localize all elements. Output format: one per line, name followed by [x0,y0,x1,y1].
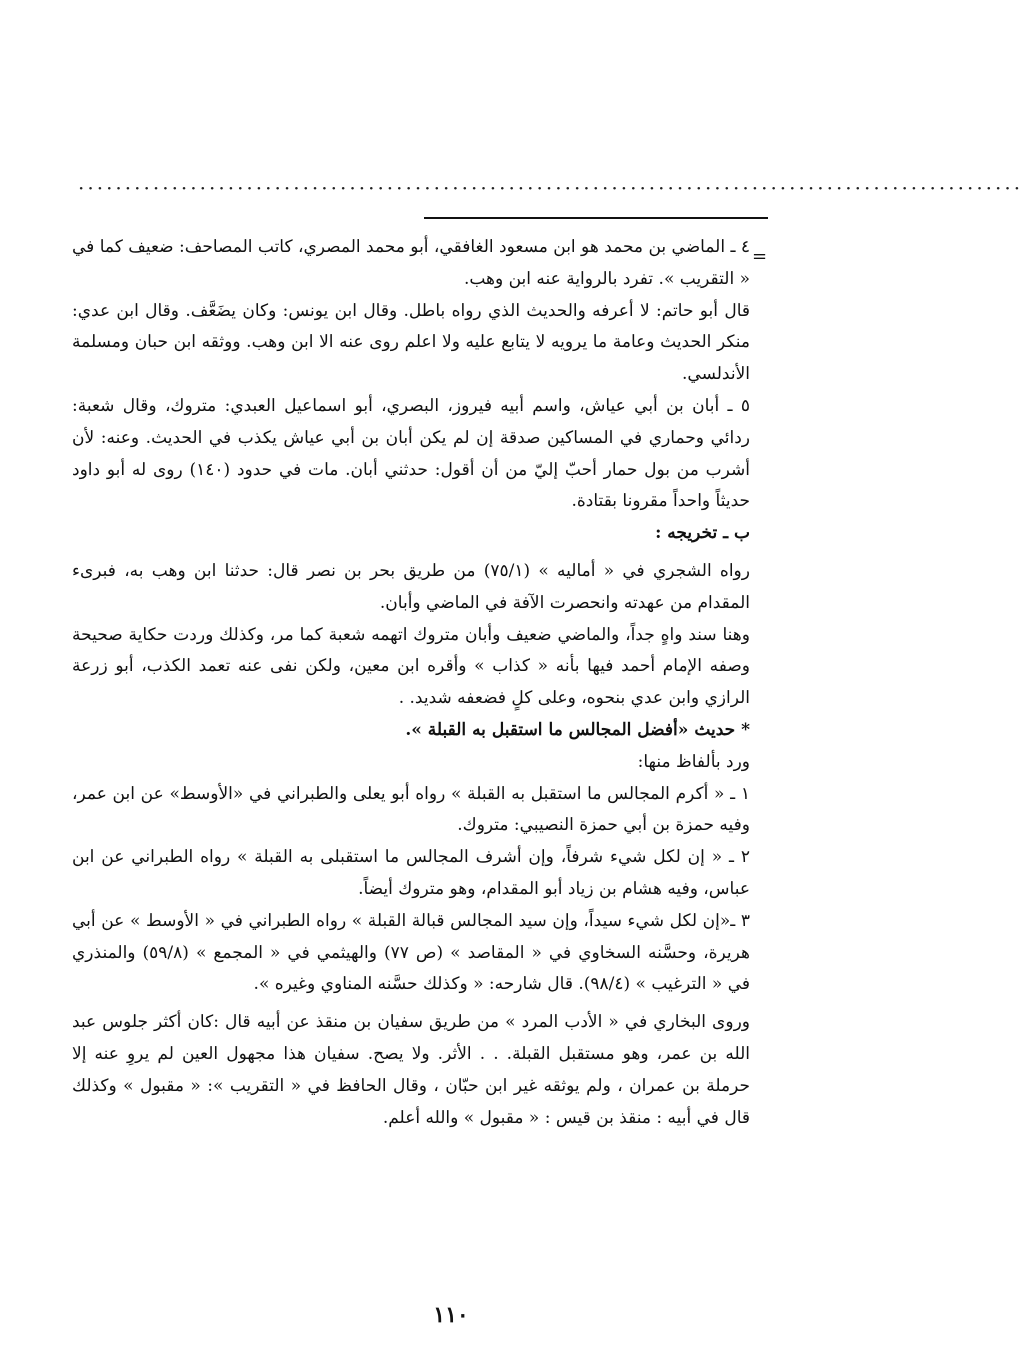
footnote-separator-dots: ····································································································· [78,176,1023,200]
bukhari-paragraph: وروى البخاري في « الأدب المرد » من طريق سفيان بن منقذ عن أبيه قال :كان أكثر جلوس عبد الله بن عمر، وهو مستقبل القبلة. . . الأثر. ولا يصح. سفيان هذا مجهول العين لم يروِ عنه إلا حرملة بن عمران ، ولم يوثقه غير ابن حبّان ، وقال الحافظ في « التقريب »: « مقبول » وكذلك قال في أبيه : منقذ بن قيس : « مقبول » والله أعلم. [72,1012,750,1128]
narrator-paragraph-5: ٥ ـ أبان بن أبي عياش، واسم أبيه فيروز، البصري، أبو اسماعيل العبدي: متروك، وقال شعبة: ردائي وحماري في المساكين صدقة إن لم يكن أبان بن أبي عياش يكذب في الحديث. وعنه: لأن أشرب من بول حمار أحبّ إليّ من أن أقول: حدثني أبان. مات في حدود (١٤٠) روى له أبو داود حديثاً واحداً مقرونا بقتادة. [72,395,750,512]
wording-item-1: ١ ـ « أكرم المجالس ما استقبل به القبلة » رواه أبو يعلى والطبراني في «الأوسط» عن ابن عمر، وفيه حمزة بن أبي حمزة النصيبي: متروك. [72,783,750,836]
narrator-criticism-paragraph: قال أبو حاتم: لا أعرفه والحديث الذي رواه باطل. وقال ابن يونس: وكان يضَعَّف. وقال ابن عدي: منكر الحديث وعامة ما يرويه لا يتابع عليه ولا اعلم روى عنه الا ابن وهب. ووثقه ابن حبان ومسلمة الأندلسي. [72,300,750,385]
section-heading-takhrij: ب ـ تخريجه : [655,523,750,544]
hadith-heading: * حديث «أفضل المجالس ما استقبل به القبلة ». [405,719,750,740]
footnote-rule [424,217,768,219]
takhrij-paragraph: رواه الشجري في « أماليه » (٧٥/١) من طريق بحر بن نصر قال: حدثنا ابن وهب به، فبرىء المقدام من عهدته وانحصرت الآفة في الماضي وأبان. [72,560,750,613]
wording-intro: ورد بألفاظ منها: [637,751,750,772]
continuation-mark: = [752,246,768,267]
footnote-text [72,232,750,1134]
isnad-assessment-paragraph: وهنا سند واهٍ جداً، والماضي ضعيف وأبان متروك اتهمه شعبة كما مر، وكذلك وردت حكاية صحيحة وصفه الإمام أحمد فيها بأنه « كذاب » وأقره ابن معين، ولكن نفى عنه تعمد الكذب، أبو زرعة الرازي وابن عدي بنحوه، وعلى كلٍ فضعفه شديد. . [72,624,750,709]
page-number: ١١٠ [433,1302,469,1328]
narrator-paragraph-4: ٤ ـ الماضي بن محمد هو ابن مسعود الغافقي، أبو محمد المصري، كاتب المصاحف: ضعيف كما في « التقريب ». تفرد بالرواية عنه ابن وهب. [72,237,750,289]
wording-item-2: ٢ ـ « إن لكل شيء شرفاً، وإن أشرف المجالس ما استقبلى به القبلة » رواه الطبراني عن ابن عباس، وفيه هشام بن زياد أبو المقدام، وهو متروك أيضاً. [72,847,750,899]
wording-item-3: ٣ ـ«إن لكل شيء سيداً، وإن سيد المجالس قبالة القبلة » رواه الطبراني في « الأوسط » عن أبي هريرة، وحسَّنه السخاوي في « المقاصد » (ص ٧٧) والهيثمي في « المجمع » (٥٩/٨) والمنذري في « الترغيب » (٩٨/٤). قال شارحه: « وكذلك حسَّنه المناوي وغيره ». [72,910,750,995]
